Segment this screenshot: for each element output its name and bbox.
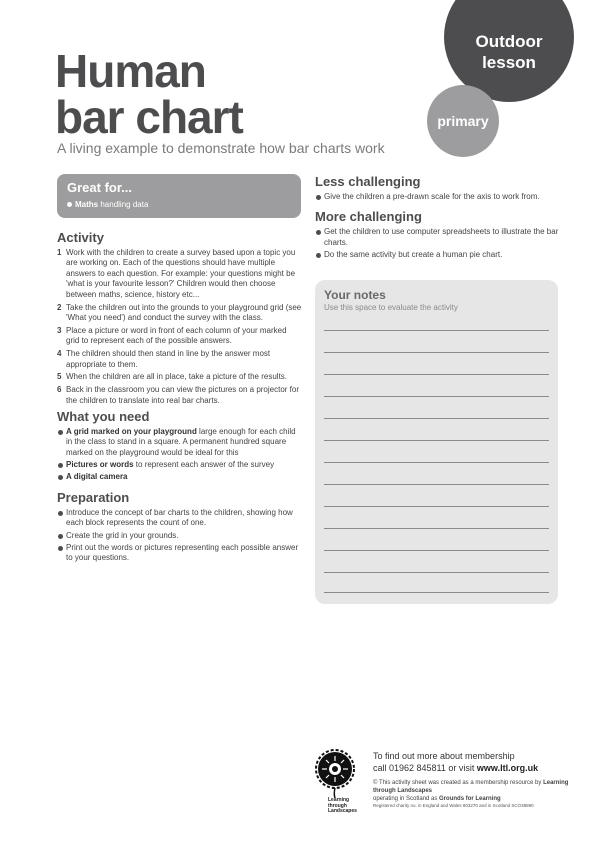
copyright-text [373,779,573,803]
activity-step [57,385,302,406]
activity-steps [57,248,302,406]
outdoor-badge-line2: lesson [482,53,536,72]
bullet-icon [58,475,63,480]
great-for-box [57,174,301,218]
bullet-icon [58,534,63,539]
step-text: Take the children out into the grounds to your playground grid (see 'What you need') and conduct the survey with the class. [66,302,302,322]
preparation-item [57,508,302,529]
activity-heading: Activity [57,230,104,245]
website-link[interactable]: www.ltl.org.uk [476,763,539,773]
activity-step [57,303,302,324]
more-challenging-item [315,227,560,248]
note-line[interactable] [324,440,549,441]
note-line[interactable] [324,572,549,573]
note-line[interactable] [324,374,549,375]
preparation-list [57,508,302,564]
bullet-icon [58,430,63,435]
activity-step [57,349,302,370]
right-column [315,174,560,263]
charity-text: Registered charity no. in England and Wales 803270 and in Scotland SCO38890 [373,803,534,808]
activity-step [57,326,302,347]
logo-text [328,798,357,815]
page-subtitle: A living example to demonstrate how bar charts work [57,140,385,156]
org-name: Learning through Landscapes [373,780,569,794]
need-item-bold: Pictures or words [66,459,134,469]
primary-badge [427,85,499,157]
step-number: 3 [57,325,62,335]
step-text: The children should then stand in line by the answer most appropriate to them. [66,349,271,369]
step-text: Work with the children to create a survey based upon a topic you are working on. Each of the questions should have multiple answers to each question. For example: your questions might be 'what is your favourite lesson?' Children would then choose between maths, science, history etc... [66,248,296,299]
logo-line1: Learning [328,797,350,803]
need-item [57,460,302,470]
notes-heading: Your notes [324,288,386,302]
step-number: 2 [57,302,62,312]
more-challenging-heading: More challenging [315,209,422,225]
activity-step [57,372,302,382]
step-number: 6 [57,385,62,395]
more-challenging-text: Do the same activity but create a human pie chart. [324,250,503,260]
need-item-rest: to represent each answer of the survey [133,459,275,469]
preparation-item-text: Print out the words or pictures representing each possible answer to your questions. [66,542,299,563]
what-you-need-heading: What you need [57,408,150,424]
note-line[interactable] [324,418,549,419]
less-challenging-heading: Less challenging [315,174,421,189]
ltl-logo [314,748,356,818]
more-challenging-item [315,250,560,260]
bullet-icon [316,230,321,235]
copyright-prefix: © This activity sheet was created as a membership resource by [373,780,544,786]
scotland-name: Grounds for Learning [439,796,501,802]
note-line[interactable] [324,352,549,353]
preparation-item [57,543,302,564]
notes-subheading: Use this space to evaluate the activity [324,303,458,312]
preparation-item [57,531,302,541]
step-text: Place a picture or word in front of each column of your marked grid to represent each of the possible answers. [66,325,287,346]
great-for-item [67,200,291,209]
scotland-prefix: operating in Scotland as [373,796,440,802]
note-line[interactable] [324,396,549,397]
need-item-bold: A grid marked on your playground [66,426,197,436]
page-title [55,45,243,143]
left-column [57,230,302,566]
your-notes-box[interactable] [315,280,558,604]
flower-logo-icon [314,748,356,798]
great-for-item-bold: Maths [75,200,99,209]
logo-line2: through [328,802,347,809]
preparation-heading: Preparation [57,489,130,505]
footer-info [373,750,573,809]
call-text: call 01962 845811 or visit [373,763,477,773]
need-item-bold: A digital camera [66,472,128,482]
note-line[interactable] [324,462,549,463]
note-line[interactable] [324,506,549,507]
need-item-rest: large enough for each child in the class to stand in a square. A permanent hundred square marked on the playground would be ideal for this [66,426,296,457]
less-challenging-text: Give the children a pre-drawn scale for the axis to work from. [324,192,540,201]
great-for-item-rest: handling data [98,200,149,209]
outdoor-badge-line1: Outdoor [475,32,543,51]
bullet-icon [67,202,72,207]
find-out-text: To find out more about membership [373,751,515,761]
bullet-icon [58,546,63,551]
step-number: 1 [57,248,62,257]
note-line[interactable] [324,592,549,593]
bullet-icon [316,253,321,258]
bullet-icon [316,195,321,200]
title-line1: Human [55,45,206,97]
step-number: 5 [57,372,62,382]
title-line2: bar chart [55,91,243,143]
step-number: 4 [57,349,62,359]
primary-badge-label: primary [437,113,489,129]
preparation-item-text: Introduce the concept of bar charts to the children, showing how each block represents the count of one. [66,507,293,528]
activity-step [57,248,302,300]
more-challenging-list [315,227,560,260]
bullet-icon [58,463,63,468]
need-item [57,472,302,482]
contact-line [373,762,573,774]
note-line[interactable] [324,528,549,529]
what-you-need-list [57,427,302,483]
step-text: Back in the classroom you can view the pictures on a projector for the children to translate into real bar charts. [66,385,299,405]
logo-line3: Landscapes [328,808,357,814]
preparation-item-text: Create the grid in your grounds. [66,530,179,540]
note-line[interactable] [324,330,549,331]
note-line[interactable] [324,550,549,551]
step-text: When the children are all in place, take a picture of the results. [66,372,288,382]
bullet-icon [58,511,63,516]
note-line[interactable] [324,484,549,485]
less-challenging-item [315,192,560,202]
more-challenging-text: Get the children to use computer spreadsheets to illustrate the bar charts. [324,227,559,247]
less-challenging-list [315,192,560,202]
great-for-heading: Great for... [67,180,133,195]
need-item [57,427,302,458]
